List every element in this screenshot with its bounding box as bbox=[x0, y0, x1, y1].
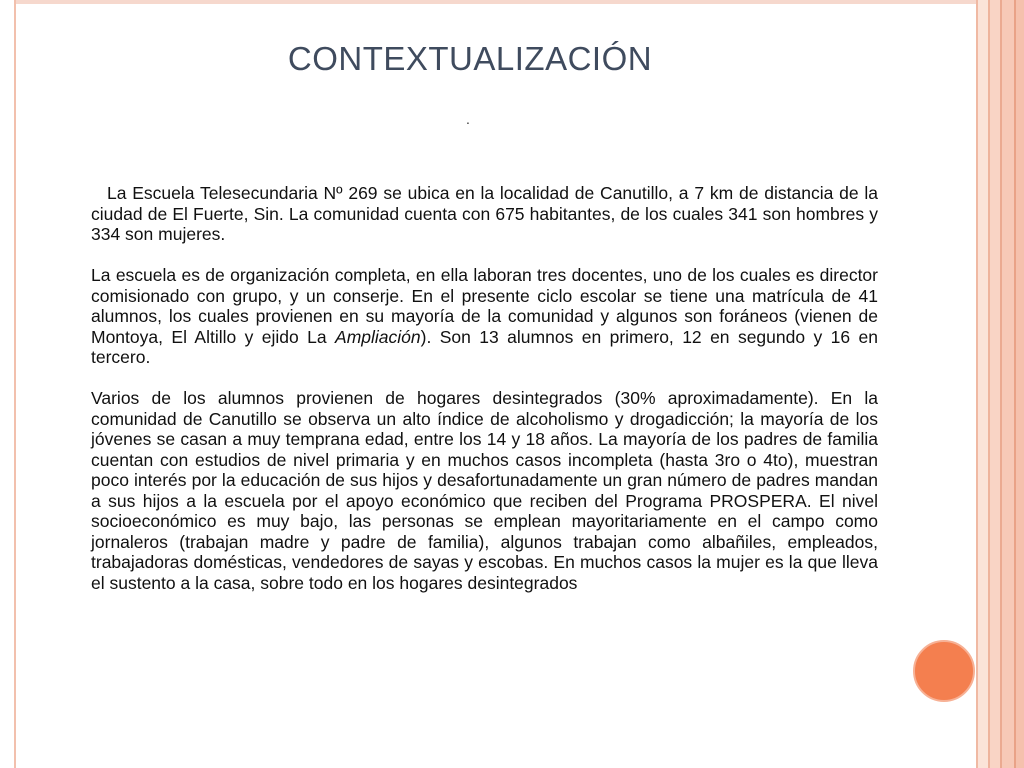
decorative-circle-icon bbox=[913, 640, 975, 702]
slide-top-border bbox=[0, 0, 1024, 4]
slide-body bbox=[91, 183, 878, 614]
stripe-2 bbox=[988, 0, 1000, 768]
paragraph-context: Varios de los alumnos provienen de hogares desintegrados (30% aproximadamente). En la comunidad de Canutillo se observa un alto índice de alcoholismo y drogadicción; la mayoría de los jóvenes se casan a muy temprana edad, entre los 14 y 18 años. La mayoría de los padres de familia cuentan con estudios de nivel primaria y en muchos casos incompleta (hasta 3ro o 4to), muestran poco interés por la educación de sus hijos y desafortunadamente un gran número de padres mandan a sus hijos a la escuela por el apoyo económico que reciben del Programa PROSPERA. El nivel socioeconómico es muy bajo, las personas se emplean mayoritariamente en el campo como jornaleros (trabajan madre y padre de familia), algunos trabajan como albañiles, empleados, trabajadoras domésticas, vendedores de sayas y escobas. En muchos casos la mujer es la que lleva el sustento a la casa, sobre todo en los hogares desintegrados bbox=[91, 388, 878, 593]
stripe-3 bbox=[1000, 0, 1014, 768]
title-dot: . bbox=[466, 111, 470, 127]
slide-left-border bbox=[0, 0, 16, 768]
paragraph-location: La Escuela Telesecundaria Nº 269 se ubica en la localidad de Canutillo, a 7 km de distancia de la ciudad de El Fuerte, Sin. La comunidad cuenta con 675 habitantes, de los cuales 341 son hombres y 334 son mujeres. bbox=[91, 183, 878, 244]
stripe-4 bbox=[1014, 0, 1024, 768]
stripe-1 bbox=[976, 0, 988, 768]
slide-title: CONTEXTUALIZACIÓN bbox=[287, 40, 653, 77]
decorative-stripes bbox=[976, 0, 1024, 768]
paragraph-school-text-2: ). Son 13 alumnos en primero, 12 en segundo y 16 en tercero. bbox=[91, 326, 878, 367]
paragraph-school bbox=[91, 265, 878, 368]
paragraph-school-italic: Ampliación bbox=[335, 326, 421, 347]
paragraph-school-text-1: La escuela es de organización completa, en ella laboran tres docentes, uno de los cuales es director comisionado con grupo, y un conserje. En el presente ciclo escolar se tiene una matrícula de 41 alumnos, los cuales provienen en su mayoría de la comunidad y algunos son foráneos (vienen de Montoya, El Altillo y ejido La bbox=[91, 265, 878, 347]
